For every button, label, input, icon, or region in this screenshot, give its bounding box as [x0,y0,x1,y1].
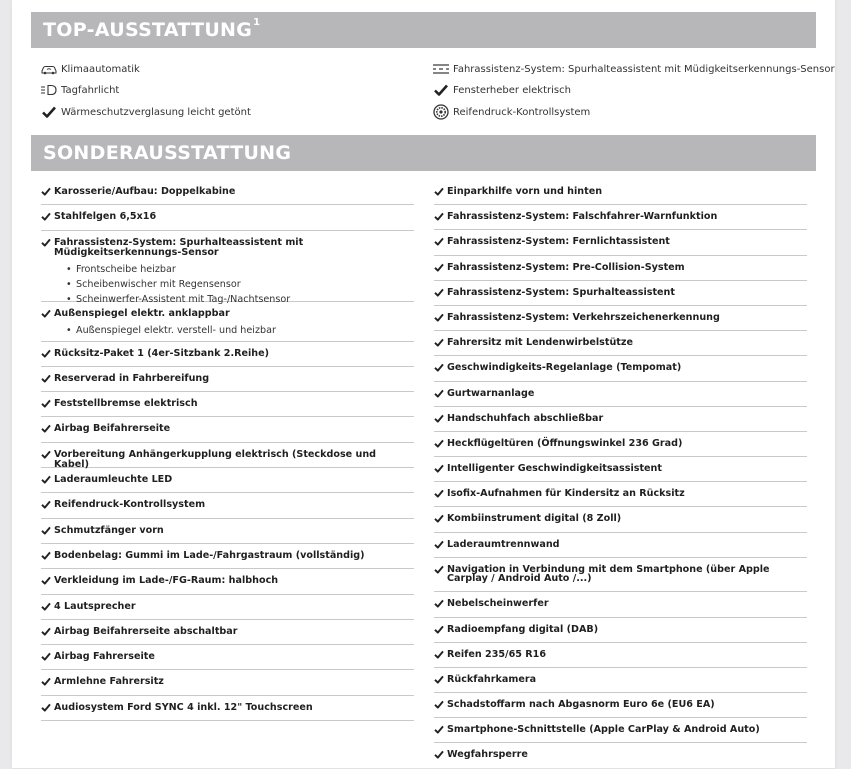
check-icon [41,627,51,636]
check-icon [434,313,444,322]
special-list-right [434,180,807,769]
check-icon [434,725,444,734]
list-item: Armlehne Fahrersitz [41,670,414,695]
list-item: Intelligenter Geschwindigkeitsassistent [434,457,807,482]
list-item: Fahrassistenz-System: Spurhalteassistent mit Müdigkeitserkennungs-Sensor • Frontscheibe heizbar • Scheibenwischer mit Regensensor • Scheinwerfer-Assistent mit Tag-/Nachtsensor [41,231,414,302]
list-item: Reifendruck-Kontrollsystem [41,493,414,518]
list-item: Bodenbelag: Gummi im Lade-/Fahrgastraum (vollständig) [41,544,414,569]
tire-icon [432,105,450,119]
check-icon [41,703,51,712]
list-item: Heckflügeltüren (Öffnungswinkel 236 Grad) [434,432,807,457]
check-icon [41,309,51,318]
special-list-left [41,180,414,721]
check-icon [41,187,51,196]
list-item: Stahlfelgen 6,5x16 [41,205,414,230]
top-equipment-title: TOP-AUSSTATTUNG [43,19,253,41]
check-icon [434,288,444,297]
list-item: Fahrassistenz-System: Pre-Collision-System [434,256,807,281]
check-icon [434,414,444,423]
list-item: Schmutzfänger vorn [41,519,414,544]
check-icon [434,750,444,759]
top-item-windows [432,81,571,99]
check-icon [41,424,51,433]
check-icon [434,212,444,221]
sub-list-item: • Außenspiegel elektr. verstell- und heizbar [76,323,414,338]
special-equipment-heading [31,135,816,171]
list-item: Laderaumtrennwand [434,533,807,558]
check-icon [41,475,51,484]
check-icon [41,551,51,560]
check-icon [40,105,58,119]
list-item: Airbag Beifahrerseite abschaltbar [41,620,414,645]
sub-list-item: • Frontscheibe heizbar [76,262,414,277]
spec-sheet-page [12,0,835,768]
check-icon [41,212,51,221]
list-item: Airbag Beifahrerseite [41,417,414,442]
list-item: Außenspiegel elektr. anklappbar • Außenspiegel elektr. verstell- und heizbar [41,302,414,342]
check-icon [41,450,51,459]
list-item: Isofix-Aufnahmen für Kindersitz an Rücksitz [434,482,807,507]
list-item: Rücksitz-Paket 1 (4er-Sitzbank 2.Reihe) [41,342,414,367]
list-item: Handschuhfach abschließbar [434,407,807,432]
check-icon [434,540,444,549]
list-item: Karosserie/Aufbau: Doppelkabine [41,180,414,205]
check-icon [41,602,51,611]
check-icon [434,700,444,709]
check-icon [434,514,444,523]
sub-list [54,262,414,308]
check-icon [41,526,51,535]
list-item: Reserverad in Fahrbereifung [41,367,414,392]
check-icon [434,363,444,372]
list-item: Rückfahrkamera [434,668,807,693]
check-icon [41,399,51,408]
list-item: Geschwindigkeits-Regelanlage (Tempomat) [434,356,807,381]
list-item: Nebelscheinwerfer [434,592,807,617]
check-icon [434,338,444,347]
car-fan-icon [40,62,58,76]
check-icon [434,237,444,246]
check-icon [41,652,51,661]
list-item: Navigation in Verbindung mit dem Smartphone (über Apple Carplay / Android Auto /...) [434,558,807,593]
check-icon [434,187,444,196]
top-item-label: Wärmeschutzverglasung leicht getönt [61,106,251,118]
check-icon [434,439,444,448]
list-item: Fahrersitz mit Lendenwirbelstütze [434,331,807,356]
list-item: 4 Lautsprecher [41,595,414,620]
list-item: Reifen 235/65 R16 [434,643,807,668]
top-item-lane-assist [432,60,835,78]
list-item: Feststellbremse elektrisch [41,392,414,417]
lane-icon [432,62,450,76]
check-icon [434,263,444,272]
list-item: Radioempfang digital (DAB) [434,618,807,643]
list-item: Einparkhilfe vorn und hinten [434,180,807,205]
check-icon [41,238,51,247]
top-item-glazing [40,103,251,121]
list-item: Laderaumleuchte LED [41,468,414,493]
check-icon [432,83,450,97]
list-item: Vorbereitung Anhängerkupplung elektrisch (Steckdose und Kabel) [41,443,414,468]
top-item-climate [40,60,140,78]
footnote-marker: 1 [253,17,261,28]
top-item-daylight [40,81,119,99]
check-icon [434,599,444,608]
list-item: Audiosystem Ford SYNC 4 inkl. 12" Touchscreen [41,696,414,721]
sub-list-item: • Scheibenwischer mit Regensensor [76,277,414,292]
list-item: Gurtwarnanlage [434,382,807,407]
top-item-label: Tagfahrlicht [61,84,120,96]
top-item-label: Klimaautomatik [61,63,140,75]
check-icon [41,374,51,383]
list-item: Fahrassistenz-System: Spurhalteassistent [434,281,807,306]
list-item: Fahrassistenz-System: Falschfahrer-Warnfunktion [434,205,807,230]
check-icon [434,489,444,498]
top-item-tpms [432,103,590,121]
top-item-label: Reifendruck-Kontrollsystem [453,106,591,118]
top-item-label: Fahrassistenz-System: Spurhalteassistent mit Müdigkeitserkennungs-Sensor [453,63,835,75]
list-item: Fahrassistenz-System: Verkehrszeichenerkennung [434,306,807,331]
check-icon [434,464,444,473]
check-icon [41,576,51,585]
check-icon [434,675,444,684]
headlight-icon [40,83,58,97]
check-icon [434,389,444,398]
list-item: Fahrassistenz-System: Fernlichtassistent [434,230,807,255]
list-item: Kombiinstrument digital (8 Zoll) [434,507,807,532]
check-icon [41,349,51,358]
special-equipment-title: SONDERAUSSTATTUNG [43,142,292,164]
list-item: Verkleidung im Lade-/FG-Raum: halbhoch [41,569,414,594]
check-icon [434,625,444,634]
sub-list-item: • Scheinwerfer-Assistent mit Tag-/Nachtsensor [76,292,414,307]
check-icon [434,565,444,574]
sub-list [54,323,414,338]
check-icon [434,650,444,659]
list-item: Schadstoffarm nach Abgasnorm Euro 6e (EU6 EA) [434,693,807,718]
check-icon [41,500,51,509]
list-item: Wegfahrsperre [434,743,807,768]
list-item: Airbag Fahrerseite [41,645,414,670]
top-equipment-heading [31,12,816,48]
check-icon [41,677,51,686]
top-item-label: Fensterheber elektrisch [453,84,571,96]
list-item: Smartphone-Schnittstelle (Apple CarPlay & Android Auto) [434,718,807,743]
